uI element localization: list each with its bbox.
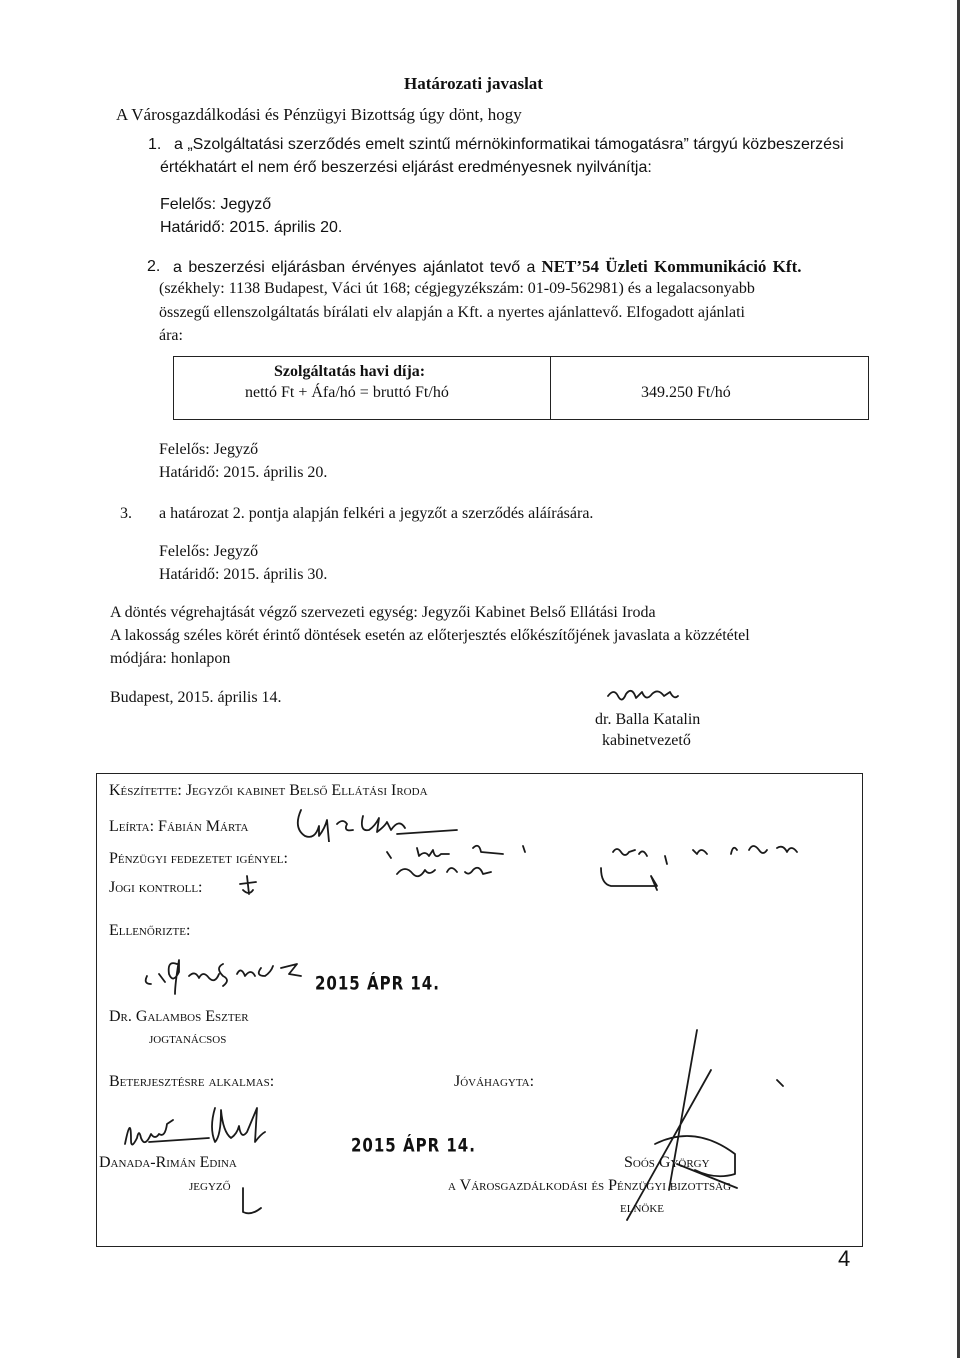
fee-table-divider: [550, 357, 551, 419]
item1-line1: a „Szolgáltatási szerződés emelt szintű mérnökinformatikai támogatásra” tárgyú közbeszerzési: [174, 136, 844, 153]
signer-name: dr. Balla Katalin: [595, 711, 701, 728]
execution-unit: A döntés végrehajtását végző szervezeti egység: Jegyzői Kabinet Belső Ellátási Iroda: [110, 604, 656, 621]
fee-label: Szolgáltatás havi díja:: [274, 363, 426, 380]
item2-deadline: Határidő: 2015. április 20.: [159, 464, 328, 481]
signer-role: kabinetvezető: [602, 732, 691, 749]
notary-name: Danada-Rimán Edina: [99, 1154, 237, 1171]
checked-label: Ellenőrizte:: [109, 922, 191, 939]
item2-responsible: Felelős: Jegyző: [159, 441, 259, 458]
writer-signature: [293, 806, 513, 842]
written-by: Leírta: Fábián Márta: [109, 818, 249, 835]
checker-signature: [141, 950, 331, 1006]
checker-date-stamp: 2015 ÁPR 14.: [315, 972, 440, 995]
checker-name: Dr. Galambos Eszter: [109, 1008, 249, 1025]
financial-label: Pénzügyi fedezetet igényel:: [109, 850, 288, 867]
item1-deadline: Határidő: 2015. április 20.: [160, 219, 343, 236]
execution-publication-line1: A lakosság széles körét érintő döntések esetén az előterjesztés előkészítőjének javaslata a közzététel: [110, 627, 750, 644]
item2-line3: összegű ellenszolgáltatás bírálati elv alapján a Kft. a nyertes ajánlattevő. Elfogadott ajánlati: [159, 304, 745, 321]
item3-deadline: Határidő: 2015. április 30.: [159, 566, 328, 583]
item3-text: a határozat 2. pontja alapján felkéri a jegyzőt a szerződés aláírására.: [159, 505, 594, 522]
notary-date-stamp: 2015 ÁPR 14.: [351, 1134, 476, 1157]
item2-line4: ára:: [159, 327, 183, 344]
fee-table: [173, 356, 869, 420]
item2-line1: [173, 257, 801, 277]
item1-number: 1.: [148, 136, 162, 153]
item3-number: 3.: [120, 505, 132, 522]
legal-control-label: Jogi kontroll:: [109, 879, 203, 896]
approval-box: [96, 773, 863, 1247]
item2-number: 2.: [147, 258, 161, 275]
cabinet-head-signature: [606, 684, 686, 708]
chair-role: elnöke: [620, 1199, 664, 1216]
fee-value: 349.250 Ft/hó: [641, 384, 731, 401]
intro-text: A Városgazdálkodási és Pénzügyi Bizottság úgy dönt, hogy: [116, 105, 522, 124]
checker-role: jogtanácsos: [149, 1030, 227, 1047]
item1-responsible: Felelős: Jegyző: [160, 196, 272, 213]
execution-publication-line2: módjára: honlapon: [110, 650, 231, 667]
notary-initial: [237, 1184, 267, 1218]
fee-formula: nettó Ft + Áfa/hó = bruttó Ft/hó: [245, 384, 449, 401]
document-title: Határozati javaslat: [404, 74, 543, 93]
financial-handwritten-note: [377, 838, 837, 892]
page-number: 4: [838, 1246, 851, 1271]
notary-role: jegyző: [189, 1177, 231, 1194]
chair-name: Soós György: [624, 1154, 710, 1171]
approved-label: Jóváhagyta:: [454, 1073, 535, 1090]
winner-company-name: NET’54 Üzleti Kommunikáció Kft.: [541, 257, 802, 276]
legal-control-mark: [237, 874, 261, 898]
item2-line1-text: a beszerzési eljárásban érvényes ajánlatot tevő a: [173, 259, 536, 276]
item2-line2: (székhely: 1138 Budapest, Váci út 168; cégjegyzékszám: 01-09-562981) és a legalacsonyabb: [159, 280, 755, 297]
item3-responsible: Felelős: Jegyző: [159, 543, 259, 560]
item1-line2: értékhatárt el nem érő beszerzési eljárást eredményesnek nyilvánítja:: [160, 159, 652, 176]
submission-label: Beterjesztésre alkalmas:: [109, 1073, 275, 1090]
chair-organization: a Városgazdálkodási és Pénzügyi bizottság: [448, 1177, 732, 1194]
prepared-by: Készítette: Jegyzői kabinet Belső Ellátási Iroda: [109, 782, 428, 799]
place-date: Budapest, 2015. április 14.: [110, 689, 282, 706]
